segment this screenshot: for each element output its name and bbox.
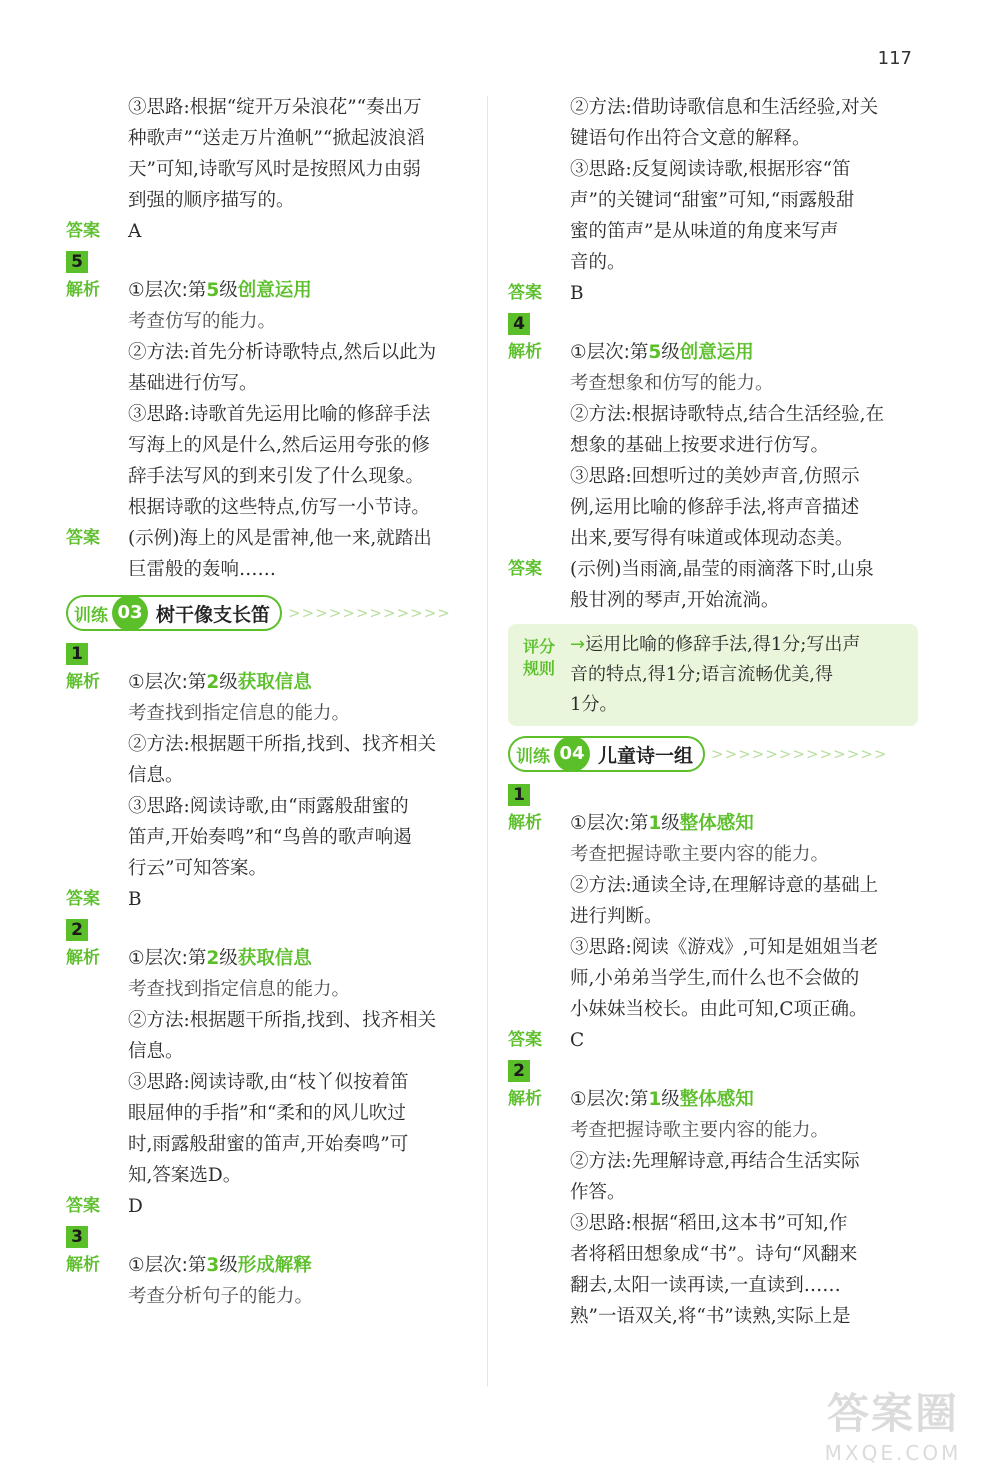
- text-line: 根据诗歌的这些特点,仿写一小节诗。: [128, 497, 430, 518]
- level-name: 形成解释: [237, 1255, 312, 1276]
- analysis-tag: 解析: [508, 342, 542, 362]
- level-prefix: ①层次:第: [128, 1255, 207, 1276]
- text-line: 般甘冽的琴声,开始流淌。: [570, 590, 780, 611]
- level-mid: 级: [661, 342, 680, 363]
- analysis-block: [508, 808, 918, 1025]
- level-prefix: ①层次:第: [128, 280, 207, 301]
- text-line: 翻去,太阳一读再读,一直读到……: [570, 1275, 841, 1296]
- text-line: 作答。: [570, 1182, 626, 1203]
- text-line: ②方法:首先分析诗歌特点,然后以此为: [128, 342, 437, 363]
- text-line: ③思路:回想听过的美妙声音,仿照示: [570, 466, 860, 487]
- text-line: 例,运用比喻的修辞手法,将声音描述: [570, 497, 860, 518]
- level-name: 创意运用: [237, 280, 312, 301]
- text-line: ③思路:诗歌首先运用比喻的修辞手法: [128, 404, 431, 425]
- text-line: ②方法:借助诗歌信息和生活经验,对关: [570, 97, 879, 118]
- answer-row: [66, 884, 476, 915]
- training-word: 训练: [74, 605, 108, 626]
- answer-tag: 答案: [508, 283, 542, 303]
- analysis-block: [508, 337, 918, 554]
- text-line: (示例)当雨滴,晶莹的雨滴落下时,山泉: [570, 559, 874, 580]
- level-line: [570, 808, 918, 839]
- level-prefix: ①层次:第: [128, 948, 207, 969]
- level-sub: 考查把握诗歌主要内容的能力。: [570, 1120, 830, 1141]
- level-number: 2: [206, 948, 220, 969]
- text-line: 行云”可知答案。: [128, 858, 267, 879]
- question-number-badge: 1: [508, 784, 530, 806]
- answer-row: [508, 1025, 918, 1056]
- arrow-decoration: >>>>>>>>>>>>>: [711, 745, 888, 763]
- watermark-logo-text: 答案圈: [826, 1389, 959, 1438]
- answer-tag: 答案: [508, 559, 542, 579]
- arrow-right-icon: →: [570, 634, 586, 655]
- question-number-badge: 2: [66, 919, 88, 941]
- text-line: ③思路:根据“绽开万朵浪花”“奏出万: [128, 97, 422, 118]
- analysis-tag: 解析: [66, 948, 100, 968]
- text-line: 蜜的笛声”是从味道的角度来写声: [570, 221, 839, 242]
- training-word: 训练: [516, 746, 550, 767]
- question-number-badge: 3: [66, 1226, 88, 1248]
- rule-line-text: 运用比喻的修辞手法,得1分;写出声: [585, 634, 861, 655]
- level-number: 3: [206, 1255, 220, 1276]
- right-column: [508, 92, 918, 1332]
- training-number: 03: [112, 595, 148, 631]
- text-line: 者将稻田想象成“书”。诗句“风翻来: [570, 1244, 858, 1265]
- level-line: [128, 943, 476, 974]
- level-sub: 考查想象和仿写的能力。: [570, 373, 774, 394]
- text-line: ②方法:根据题干所指,找到、找齐相关: [128, 734, 437, 755]
- rule-line: 音的特点,得1分;语言流畅优美,得: [570, 664, 833, 685]
- text-line: 天”可知,诗歌写风时是按照风力由弱: [128, 159, 421, 180]
- answer-row: [508, 278, 918, 309]
- scoring-rule-box: [508, 624, 918, 726]
- level-mid: 级: [219, 280, 238, 301]
- answer-row: [508, 554, 918, 616]
- rule-line: [570, 630, 908, 660]
- level-number: 1: [648, 1089, 662, 1110]
- level-mid: 级: [661, 813, 680, 834]
- answer-text: B: [570, 283, 584, 304]
- training-header-03: [66, 595, 476, 631]
- text-line: 时,雨露般甜蜜的笛声,开始奏鸣”可: [128, 1134, 409, 1155]
- intro-idea: [66, 92, 476, 216]
- rule-label-line: 规则: [522, 659, 555, 678]
- scoring-rule-text: [564, 630, 908, 720]
- level-sub: 考查找到指定信息的能力。: [128, 979, 351, 1000]
- text-line: 出来,要写得有味道或体现动态美。: [570, 528, 854, 549]
- level-sub: 考查分析句子的能力。: [128, 1286, 314, 1307]
- level-sub: 考查仿写的能力。: [128, 311, 277, 332]
- analysis-block: [508, 1084, 918, 1332]
- analysis-block: [66, 1250, 476, 1312]
- rule-line: 1分。: [570, 694, 618, 715]
- text-line: 笛声,开始奏鸣”和“鸟兽的歌声响遏: [128, 827, 412, 848]
- page-number: 117: [877, 48, 912, 69]
- text-line: 知,答案选D。: [128, 1165, 242, 1186]
- arrow-decoration: >>>>>>>>>>>>: [288, 604, 451, 622]
- analysis-block: [66, 275, 476, 523]
- text-line: 信息。: [128, 765, 184, 786]
- text-line: ②方法:根据题干所指,找到、找齐相关: [128, 1010, 437, 1031]
- text-line: ③思路:阅读诗歌,由“枝丫似按着笛: [128, 1072, 409, 1093]
- analysis-block: [66, 943, 476, 1191]
- level-name: 获取信息: [237, 672, 312, 693]
- text-line: 声”的关键词“甜蜜”可知,“雨露般甜: [570, 190, 855, 211]
- question-number-badge: 4: [508, 313, 530, 335]
- text-line: ③思路:阅读《游戏》,可知是姐姐当老: [570, 937, 879, 958]
- question-number-badge: 5: [66, 251, 88, 273]
- level-name: 创意运用: [679, 342, 754, 363]
- level-number: 1: [648, 813, 662, 834]
- text-line: 想象的基础上按要求进行仿写。: [570, 435, 830, 456]
- level-name: 整体感知: [679, 1089, 754, 1110]
- answer-text: C: [570, 1030, 585, 1051]
- level-prefix: ①层次:第: [570, 813, 649, 834]
- level-line: [128, 275, 476, 306]
- level-name: 获取信息: [237, 948, 312, 969]
- text-line: 师,小弟弟当学生,而什么也不会做的: [570, 968, 860, 989]
- column-divider: [487, 96, 488, 1386]
- answer-row: [66, 1191, 476, 1222]
- analysis-tag: 解析: [66, 1255, 100, 1275]
- level-number: 2: [206, 672, 220, 693]
- level-name: 整体感知: [679, 813, 754, 834]
- training-box: [66, 595, 282, 631]
- answer-tag: 答案: [66, 1196, 100, 1216]
- answer-tag: 答案: [508, 1030, 542, 1050]
- training-box: [508, 736, 705, 772]
- text-line: ②方法:根据诗歌特点,结合生活经验,在: [570, 404, 884, 425]
- analysis-block: [66, 667, 476, 884]
- rule-label-line: 评分: [522, 637, 555, 656]
- training-title: 树干像支长笛: [156, 603, 271, 626]
- text-line: 辞手法写风的到来引发了什么现象。: [128, 466, 425, 487]
- level-sub: 考查把握诗歌主要内容的能力。: [570, 844, 830, 865]
- level-line: [128, 667, 476, 698]
- level-sub: 考查找到指定信息的能力。: [128, 703, 351, 724]
- level-mid: 级: [219, 672, 238, 693]
- training-number: 04: [554, 736, 590, 772]
- training-title: 儿童诗一组: [598, 744, 694, 767]
- text-line: ③思路:阅读诗歌,由“雨露般甜蜜的: [128, 796, 409, 817]
- level-number: 5: [648, 342, 662, 363]
- question-number-badge: 1: [66, 643, 88, 665]
- level-number: 5: [206, 280, 220, 301]
- level-line: [570, 337, 918, 368]
- answer-text: A: [128, 221, 142, 242]
- scoring-rule-label: [514, 630, 564, 720]
- text-line: ③思路:根据“稻田,这本书”可知,作: [570, 1213, 848, 1234]
- text-line: 写海上的风是什么,然后运用夸张的修: [128, 435, 430, 456]
- question-number-badge: 2: [508, 1060, 530, 1082]
- level-line: [570, 1084, 918, 1115]
- level-prefix: ①层次:第: [128, 672, 207, 693]
- watermark-url: MXQE.COM: [824, 1441, 962, 1465]
- text-line: 键语句作出符合文意的解释。: [570, 128, 811, 149]
- text-line: 基础进行仿写。: [128, 373, 258, 394]
- text-line: 巨雷般的轰响……: [128, 559, 277, 580]
- level-mid: 级: [219, 1255, 238, 1276]
- answer-text: B: [128, 889, 142, 910]
- answer-row: [66, 216, 476, 247]
- level-mid: 级: [661, 1089, 680, 1110]
- text-line: 小妹妹当校长。由此可知,C项正确。: [570, 999, 868, 1020]
- analysis-tag: 解析: [508, 1089, 542, 1109]
- left-column: [66, 92, 476, 1312]
- text-line: ②方法:先理解诗意,再结合生活实际: [570, 1151, 860, 1172]
- answer-tag: 答案: [66, 221, 100, 241]
- text-line: 到强的顺序描写的。: [128, 190, 295, 211]
- continued-block: [508, 92, 918, 278]
- text-line: 进行判断。: [570, 906, 663, 927]
- text-line: (示例)海上的风是雷神,他一来,就踏出: [128, 528, 432, 549]
- level-prefix: ①层次:第: [570, 342, 649, 363]
- answer-text: D: [128, 1196, 143, 1217]
- text-line: 眼屈伸的手指”和“柔和的风儿吹过: [128, 1103, 406, 1124]
- training-header-04: [508, 736, 918, 772]
- text-line: 信息。: [128, 1041, 184, 1062]
- analysis-tag: 解析: [508, 813, 542, 833]
- answer-tag: 答案: [66, 528, 100, 548]
- level-prefix: ①层次:第: [570, 1089, 649, 1110]
- answer-tag: 答案: [66, 889, 100, 909]
- text-line: 音的。: [570, 252, 626, 273]
- analysis-tag: 解析: [66, 280, 100, 300]
- level-mid: 级: [219, 948, 238, 969]
- answer-row: [66, 523, 476, 585]
- text-line: ③思路:反复阅读诗歌,根据形容“笛: [570, 159, 851, 180]
- text-line: 熟”一语双关,将“书”读熟,实际上是: [570, 1306, 851, 1327]
- analysis-tag: 解析: [66, 672, 100, 692]
- level-line: [128, 1250, 476, 1281]
- site-watermark: [798, 1381, 988, 1471]
- text-line: ②方法:通读全诗,在理解诗意的基础上: [570, 875, 879, 896]
- text-line: 种歌声”“送走万片渔帆”“掀起波浪滔: [128, 128, 425, 149]
